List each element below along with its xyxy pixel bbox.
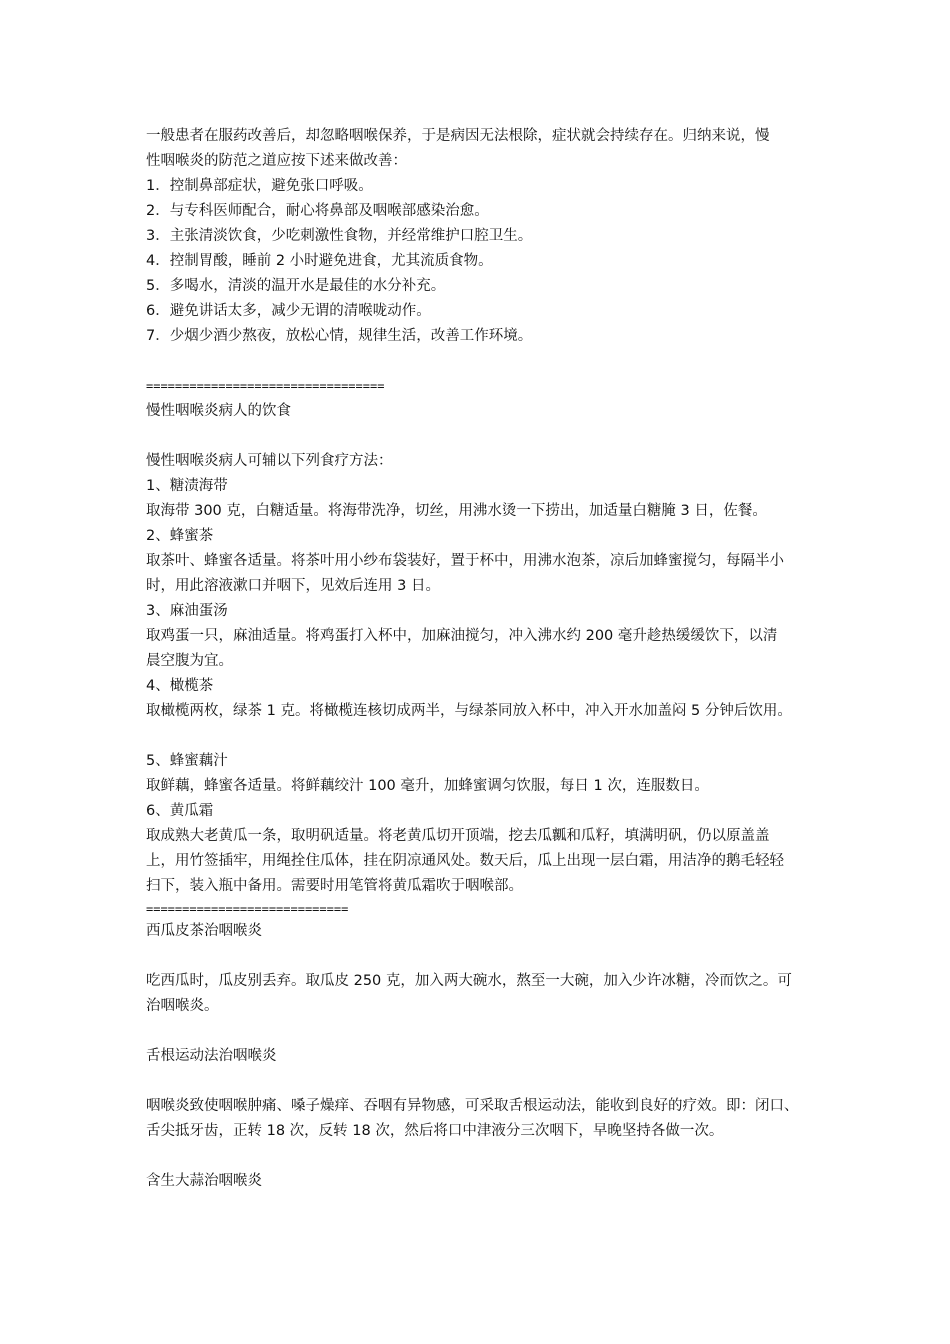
recipe-1-text: 取海带 300 克，白糖适量。将海带洗净，切丝，用沸水烫一下捞出，加适量白糖腌 3 日，佐餐。 bbox=[146, 503, 767, 519]
intro-line-2: 性咽喉炎的防范之道应按下述来做改善： bbox=[146, 153, 407, 169]
recipe-1-name: 1、糖渍海带 bbox=[146, 478, 228, 494]
spacer bbox=[146, 424, 826, 449]
recipe-5-name: 5、蜂蜜藕汁 bbox=[146, 753, 228, 769]
recipe-6-text: 扫下，装入瓶中备用。需要时用笔管将黄瓜霜吹于咽喉部。 bbox=[146, 878, 523, 894]
intro-line-1: 一般患者在服药改善后，却忽略咽喉保养，于是病因无法根除，症状就会持续存在。归纳来说，慢 bbox=[146, 128, 770, 144]
recipe-2-text: 取茶叶、蜂蜜各适量。将茶叶用小纱布袋装好，置于杯中，用沸水泡茶，凉后加蜂蜜搅匀，每隔半小 bbox=[146, 553, 784, 569]
spacer bbox=[146, 1019, 826, 1044]
garlic-section-title: 含生大蒜治咽喉炎 bbox=[146, 1173, 262, 1189]
tip-6: 6．避免讲话太多，减少无谓的清喉咙动作。 bbox=[146, 303, 431, 319]
recipe-3-text: 取鸡蛋一只，麻油适量。将鸡蛋打入杯中，加麻油搅匀，冲入沸水约 200 毫升趁热缓缓饮下，以清 bbox=[146, 628, 778, 644]
tip-4: 4．控制胃酸，睡前 2 小时避免进食，尤其流质食物。 bbox=[146, 253, 493, 269]
recipe-5-text: 取鲜藕，蜂蜜各适量。将鲜藕绞汁 100 毫升，加蜂蜜调匀饮服，每日 1 次，连服数日。 bbox=[146, 778, 709, 794]
watermelon-text: 治咽喉炎。 bbox=[146, 998, 219, 1014]
tongue-section-title: 舌根运动法治咽喉炎 bbox=[146, 1048, 277, 1064]
recipe-3-text: 晨空腹为宜。 bbox=[146, 653, 233, 669]
tip-3: 3．主张清淡饮食，少吃刺激性食物，并经常维护口腔卫生。 bbox=[146, 228, 533, 244]
recipe-6-text: 取成熟大老黄瓜一条，取明矾适量。将老黄瓜切开顶端，挖去瓜瓤和瓜籽，填满明矾，仍以原盖盖 bbox=[146, 828, 770, 844]
recipe-4-text: 取橄榄两枚，绿茶 1 克。将橄榄连核切成两半，与绿茶同放入杯中，冲入开水加盖闷 5 分钟后饮用。 bbox=[146, 703, 792, 719]
spacer bbox=[146, 349, 826, 374]
diet-intro: 慢性咽喉炎病人可辅以下列食疗方法： bbox=[146, 453, 393, 469]
separator-rule-2: ============================ bbox=[146, 902, 349, 916]
diet-section-title: 慢性咽喉炎病人的饮食 bbox=[146, 403, 291, 419]
tip-7: 7．少烟少酒少熬夜，放松心情，规律生活，改善工作环境。 bbox=[146, 328, 533, 344]
watermelon-section-title: 西瓜皮茶治咽喉炎 bbox=[146, 923, 262, 939]
watermelon-text: 吃西瓜时，瓜皮别丢弃。取瓜皮 250 克，加入两大碗水，熬至一大碗，加入少许冰糖，冷而饮之。可 bbox=[146, 973, 792, 989]
spacer bbox=[146, 1144, 826, 1169]
recipe-2-text: 时，用此溶液漱口并咽下，见效后连用 3 日。 bbox=[146, 578, 440, 594]
recipe-2-name: 2、蜂蜜茶 bbox=[146, 528, 214, 544]
tip-1: 1．控制鼻部症状，避免张口呼吸。 bbox=[146, 178, 373, 194]
recipe-6-name: 6、黄瓜霜 bbox=[146, 803, 214, 819]
tip-2: 2．与专科医师配合，耐心将鼻部及咽喉部感染治愈。 bbox=[146, 203, 489, 219]
recipe-3-name: 3、麻油蛋汤 bbox=[146, 603, 228, 619]
tongue-text: 舌尖抵牙齿，正转 18 次，反转 18 次，然后将口中津液分三次咽下，早晚坚持各做一次。 bbox=[146, 1123, 724, 1139]
recipe-6-text: 上，用竹签插牢，用绳拴住瓜体，挂在阴凉通风处。数天后，瓜上出现一层白霜，用洁净的鹅毛轻轻 bbox=[146, 853, 784, 869]
tongue-text: 咽喉炎致使咽喉肿痛、嗓子燥痒、吞咽有异物感，可采取舌根运动法，能收到良好的疗效。即：闭口、 bbox=[146, 1098, 799, 1114]
spacer bbox=[146, 944, 826, 969]
separator-rule-1: ================================= bbox=[146, 379, 385, 393]
spacer bbox=[146, 1069, 826, 1094]
document-body bbox=[146, 124, 826, 1194]
tip-5: 5．多喝水，清淡的温开水是最佳的水分补充。 bbox=[146, 278, 446, 294]
spacer bbox=[146, 724, 826, 749]
recipe-4-name: 4、橄榄茶 bbox=[146, 678, 214, 694]
